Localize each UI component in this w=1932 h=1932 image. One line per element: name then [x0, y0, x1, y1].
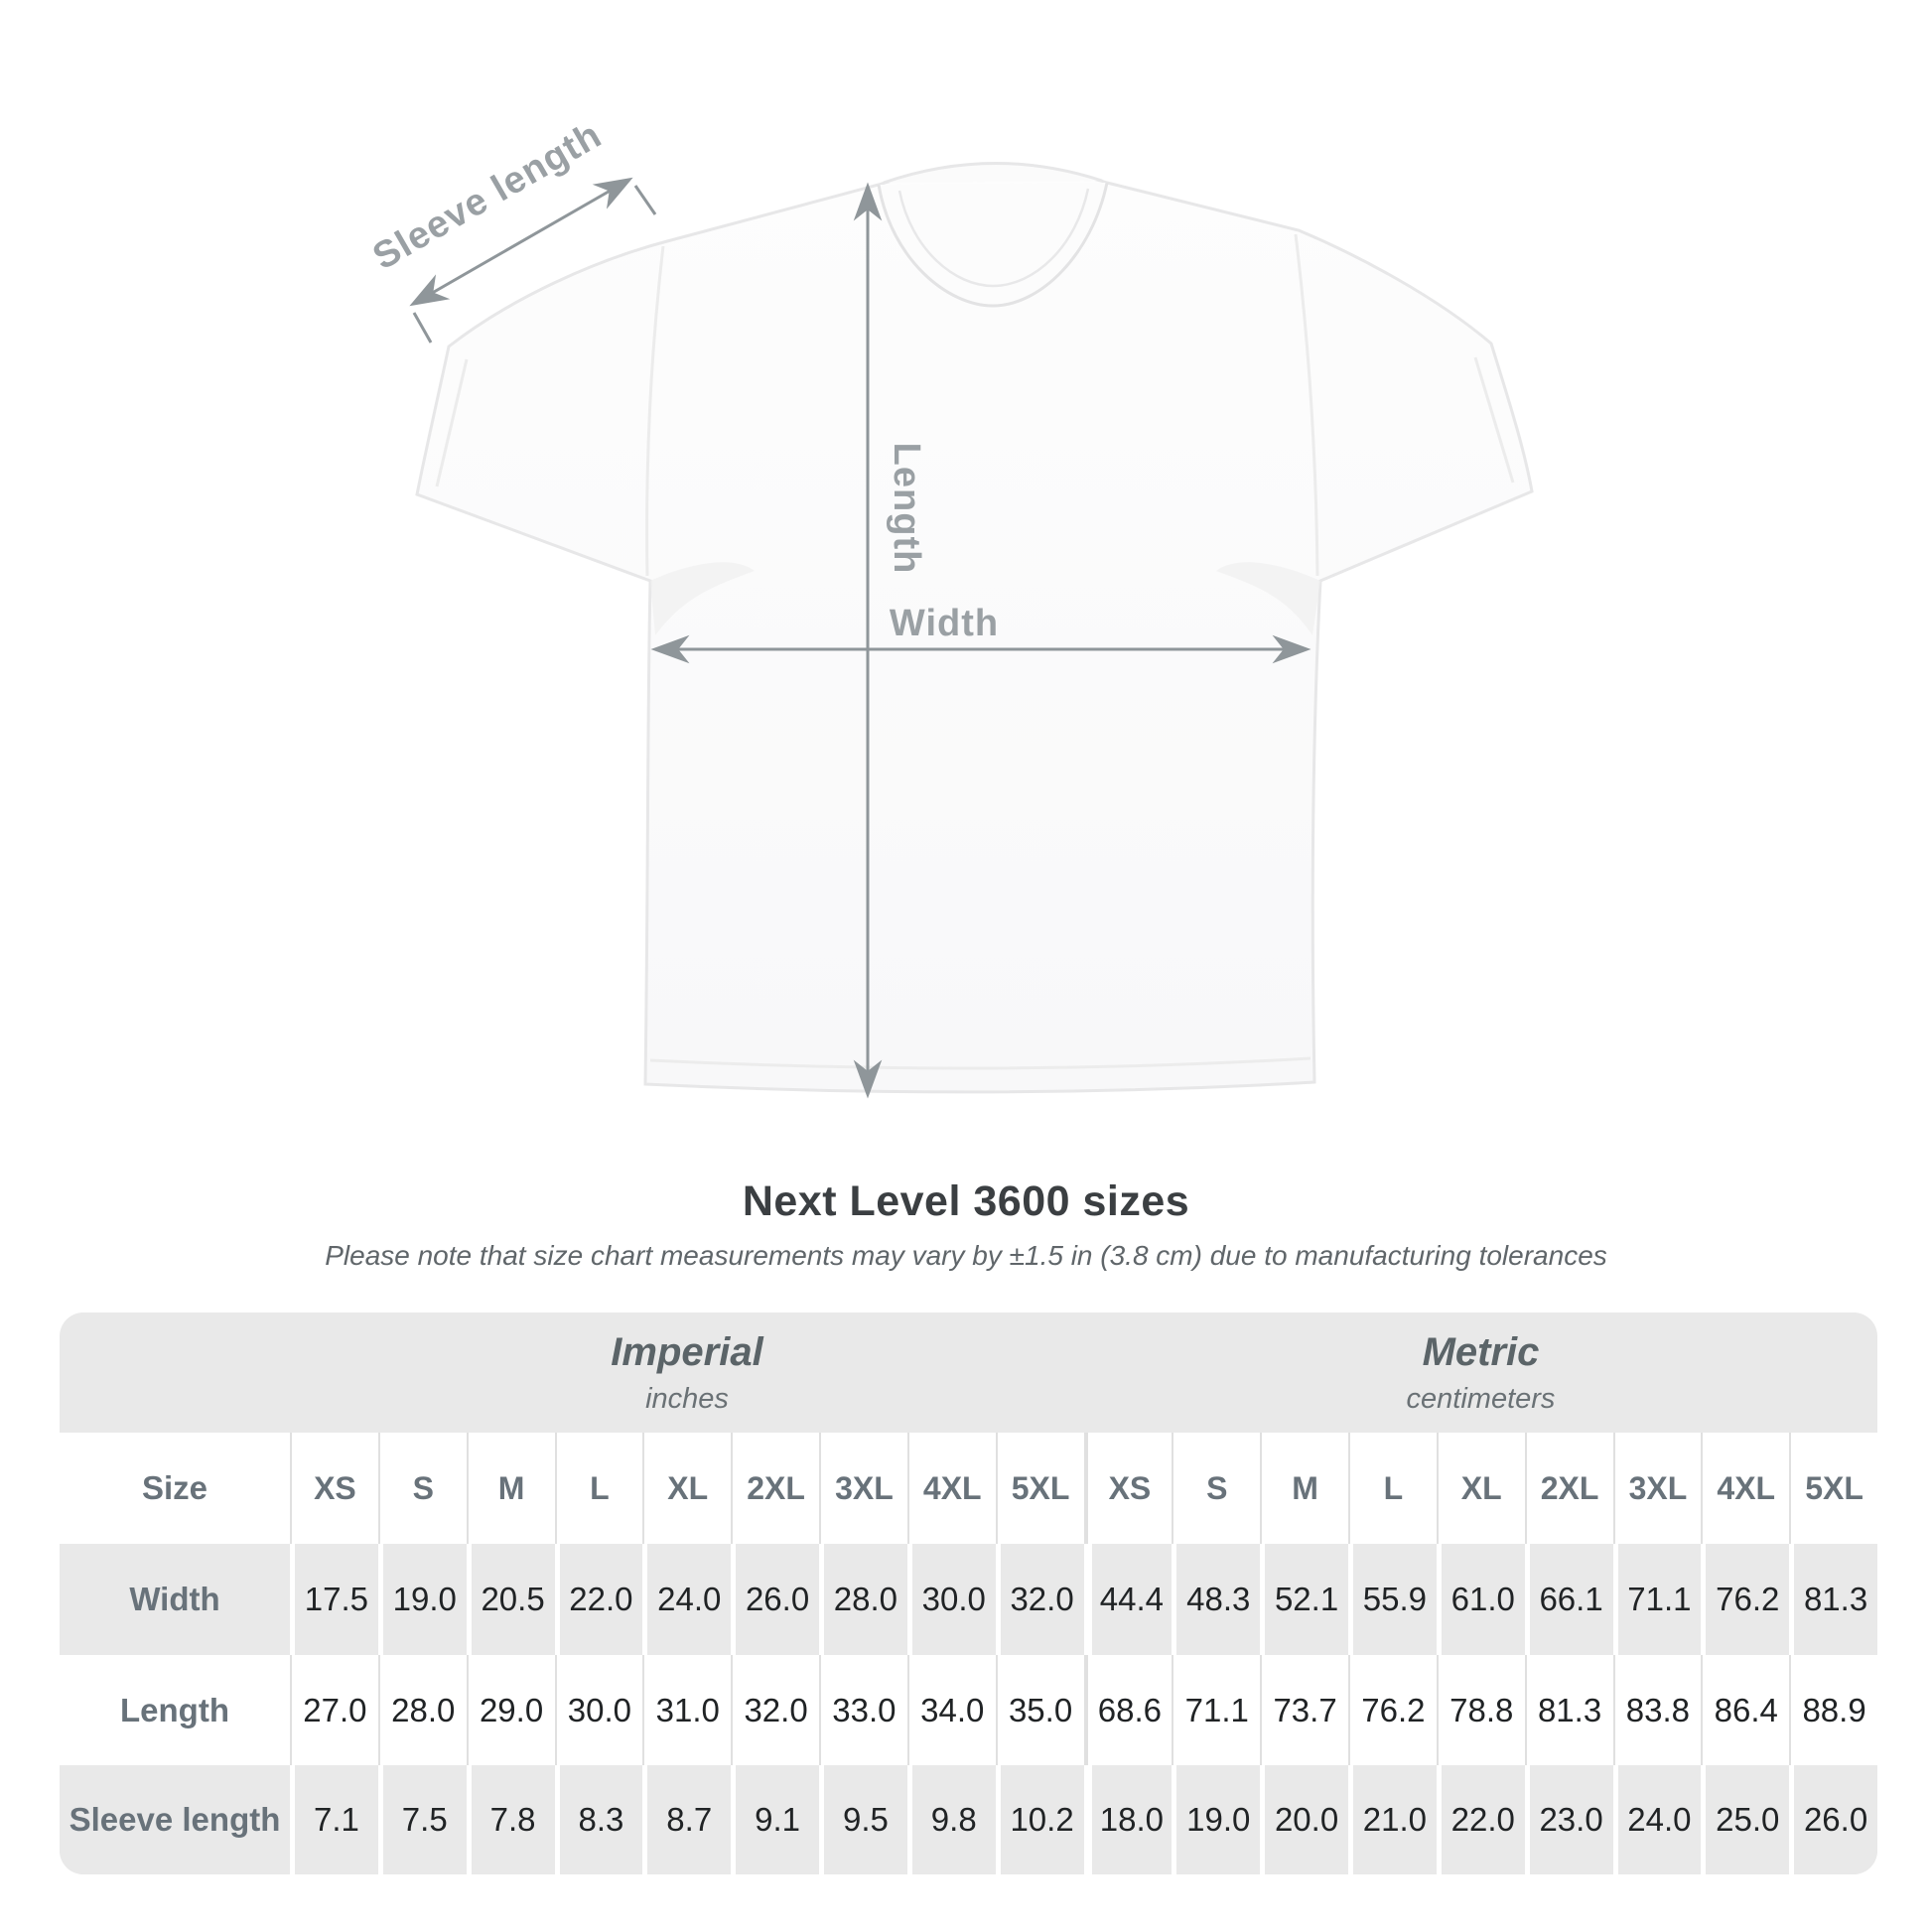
- value-cell: 44.4: [1084, 1544, 1173, 1655]
- value-cell: 19.0: [378, 1544, 467, 1655]
- value-cell: 20.0: [1260, 1765, 1348, 1874]
- size-cell: 4XL: [1701, 1433, 1789, 1544]
- value-cell: 48.3: [1172, 1544, 1260, 1655]
- size-cell: 3XL: [819, 1433, 907, 1544]
- table-body: [60, 1433, 1877, 1874]
- value-cell: 8.3: [555, 1765, 643, 1874]
- imperial-header: [290, 1312, 1084, 1433]
- value-cell: 78.8: [1437, 1655, 1525, 1765]
- size-cell: XL: [642, 1433, 731, 1544]
- value-cell: 9.1: [731, 1765, 819, 1874]
- value-cell: 35.0: [996, 1655, 1084, 1765]
- size-header-row: [60, 1433, 1877, 1544]
- size-cell: 4XL: [907, 1433, 996, 1544]
- size-table: [60, 1312, 1877, 1874]
- value-cell: 26.0: [1789, 1765, 1877, 1874]
- value-cell: 68.6: [1084, 1655, 1173, 1765]
- length-label: Length: [886, 442, 927, 575]
- value-cell: 61.0: [1437, 1544, 1525, 1655]
- size-cell: S: [1172, 1433, 1260, 1544]
- size-cell: XS: [290, 1433, 378, 1544]
- value-cell: 83.8: [1613, 1655, 1702, 1765]
- value-cell: 19.0: [1172, 1765, 1260, 1874]
- page-subtitle: Please note that size chart measurements may vary by ±1.5 in (3.8 cm) due to manufacturing tolerances: [325, 1240, 1607, 1271]
- value-cell: 33.0: [819, 1655, 907, 1765]
- metric-label: Metric: [1422, 1329, 1540, 1374]
- value-cell: 81.3: [1525, 1655, 1613, 1765]
- value-cell: 24.0: [642, 1544, 731, 1655]
- value-cell: 88.9: [1789, 1655, 1877, 1765]
- size-cell: 3XL: [1613, 1433, 1702, 1544]
- size-cell: XS: [1084, 1433, 1173, 1544]
- value-cell: 23.0: [1525, 1765, 1613, 1874]
- value-cell: 18.0: [1084, 1765, 1173, 1874]
- value-cell: 55.9: [1348, 1544, 1437, 1655]
- size-cell: M: [1260, 1433, 1348, 1544]
- row-label-cell: Length: [120, 1691, 229, 1728]
- size-cell: 2XL: [1525, 1433, 1613, 1544]
- size-cell: 5XL: [996, 1433, 1084, 1544]
- value-cell: 86.4: [1701, 1655, 1789, 1765]
- row-label-cell: Sleeve length: [69, 1801, 281, 1838]
- size-cell: L: [1348, 1433, 1437, 1544]
- row-label-cell: Width: [129, 1581, 220, 1617]
- value-cell: 76.2: [1701, 1544, 1789, 1655]
- size-cell: S: [378, 1433, 467, 1544]
- value-cell: 8.7: [642, 1765, 731, 1874]
- value-cell: 31.0: [642, 1655, 731, 1765]
- value-cell: 7.5: [378, 1765, 467, 1874]
- value-cell: 9.5: [819, 1765, 907, 1874]
- value-cell: 29.0: [467, 1655, 555, 1765]
- value-cell: 25.0: [1701, 1765, 1789, 1874]
- value-cell: 20.5: [467, 1544, 555, 1655]
- title-block: [0, 1177, 1932, 1272]
- value-cell: 73.7: [1260, 1655, 1348, 1765]
- size-cell: 2XL: [731, 1433, 819, 1544]
- value-cell: 28.0: [819, 1544, 907, 1655]
- value-cell: 28.0: [378, 1655, 467, 1765]
- value-cell: 30.0: [555, 1655, 643, 1765]
- width-label: Width: [889, 603, 1000, 644]
- size-header-cell: Size: [141, 1469, 208, 1506]
- value-cell: 66.1: [1525, 1544, 1613, 1655]
- value-cell: 7.1: [290, 1765, 378, 1874]
- value-cell: 52.1: [1260, 1544, 1348, 1655]
- unit-header: [60, 1312, 1877, 1433]
- imperial-label: Imperial: [611, 1329, 763, 1374]
- metric-header: [1084, 1312, 1877, 1433]
- value-cell: 22.0: [555, 1544, 643, 1655]
- value-cell: 21.0: [1348, 1765, 1437, 1874]
- value-cell: 71.1: [1613, 1544, 1702, 1655]
- table-row: [60, 1765, 1877, 1874]
- value-cell: 27.0: [290, 1655, 378, 1765]
- value-cell: 71.1: [1172, 1655, 1260, 1765]
- metric-unit-label: centimeters: [1406, 1382, 1556, 1415]
- value-cell: 24.0: [1613, 1765, 1702, 1874]
- size-cell: XL: [1437, 1433, 1525, 1544]
- size-cell: M: [467, 1433, 555, 1544]
- value-cell: 34.0: [907, 1655, 996, 1765]
- value-cell: 30.0: [907, 1544, 996, 1655]
- table-row: [60, 1655, 1877, 1765]
- imperial-unit-label: inches: [645, 1382, 729, 1415]
- sleeve-length-label: Sleeve length: [365, 113, 610, 279]
- size-cell: 5XL: [1789, 1433, 1877, 1544]
- value-cell: 7.8: [467, 1765, 555, 1874]
- value-cell: 76.2: [1348, 1655, 1437, 1765]
- value-cell: 22.0: [1437, 1765, 1525, 1874]
- size-cell: L: [555, 1433, 643, 1544]
- value-cell: 32.0: [731, 1655, 819, 1765]
- page-title: Next Level 3600 sizes: [742, 1177, 1190, 1225]
- value-cell: 32.0: [996, 1544, 1084, 1655]
- value-cell: 26.0: [731, 1544, 819, 1655]
- table-row: [60, 1544, 1877, 1655]
- value-cell: 9.8: [907, 1765, 996, 1874]
- value-cell: 10.2: [996, 1765, 1084, 1874]
- value-cell: 81.3: [1789, 1544, 1877, 1655]
- value-cell: 17.5: [290, 1544, 378, 1655]
